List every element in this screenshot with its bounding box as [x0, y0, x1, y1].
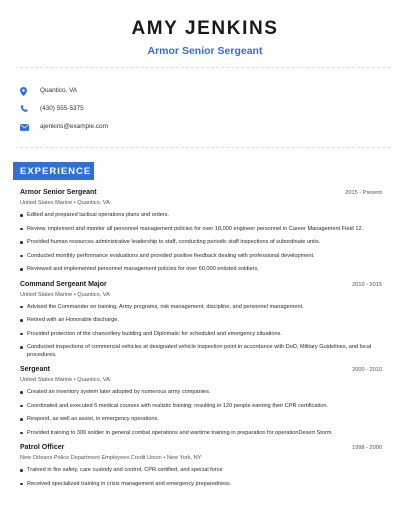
- job-bullet: Provided training to 300 soldier in general combat operations and wartime training in preparation for operationDesert Storm.: [20, 430, 382, 438]
- contact-location: [20, 82, 390, 100]
- email-icon: [20, 120, 34, 134]
- contact-email-text: ajenkins@example.com: [40, 123, 108, 130]
- job-dates: 2010 - 2015: [352, 281, 382, 288]
- job-bullet: Conducted inspections of commercial vehicles at designated vehicle inspection point in accordance with DoD, Military Guidelines, and local procedures.: [20, 344, 382, 359]
- job-bullet: Received specialized training in crisis management and emergency preparedness.: [20, 481, 382, 489]
- job-bullet: Edited and prepared tactical operations plans and orders.: [20, 212, 382, 220]
- resume-header: [0, 0, 410, 58]
- job-dates: 2015 - Present: [345, 190, 382, 196]
- contact-phone-text: (430) 555-5375: [40, 105, 84, 112]
- job-dates: 1998 - 2000: [352, 445, 382, 451]
- job-role: Patrol Officer: [20, 444, 65, 451]
- job-entry: [20, 443, 382, 488]
- job-bullet: Conducted monthly performance evaluations and provided positive feedback dealing with professional development.: [20, 253, 382, 261]
- contact-location-text: Quantico, VA: [40, 87, 78, 94]
- contact-email: [20, 118, 390, 136]
- job-bullet: Retired with an Honorable discharge.: [20, 317, 382, 325]
- job-role: Armor Senior Sergeant: [20, 189, 97, 196]
- phone-icon: [20, 102, 34, 116]
- contact-list: [20, 82, 390, 136]
- job-bullet: Reviewed and implemented personnel management policies for over 60,000 enlisted soldiers.: [20, 266, 382, 274]
- job-bullets: [20, 212, 382, 274]
- experience-heading: EXPERIENCE: [13, 162, 94, 180]
- job-entry: [20, 365, 382, 437]
- job-dates: 2000 - 2010: [352, 367, 382, 373]
- job-organization: United States Marine • Quantico, VA: [20, 377, 110, 383]
- contact-phone: [20, 100, 390, 118]
- job-organization: United States Marine • Quantico, VA: [20, 291, 110, 298]
- job-bullet: Created an inventory system later adopted by numerous army companies.: [20, 389, 382, 397]
- location-pin-icon: [20, 84, 34, 98]
- job-role: Command Sergeant Major: [20, 280, 107, 288]
- job-bullets: [20, 467, 382, 488]
- job-bullet: Review, implement and monitor all personnel management policies for over 18,000 engineer personnel in Career Management Field 12.: [20, 226, 382, 234]
- job-organization: New Orleans Police Department Employees Credit Union • New York, NY: [20, 455, 202, 461]
- experience-list: [20, 188, 382, 494]
- header-divider: [20, 67, 390, 68]
- job-organization: United States Marine • Quantico, VA: [20, 200, 110, 206]
- job-entry: [20, 280, 382, 360]
- candidate-name: AMY JENKINS: [131, 18, 279, 39]
- job-bullet: Trained in fire safety, care custody and control, CPR certified, and special force: [20, 467, 382, 475]
- candidate-title: Armor Senior Sergeant: [147, 45, 263, 57]
- job-bullet: Provided human resources administrative leadership to staff, conducting periodic staff inspections of subordinate units.: [20, 239, 382, 247]
- job-bullet: Coordinated and executed 6 medical courses with realistic training; resulting in 120 people earning their CPR certification.: [20, 403, 382, 411]
- job-bullet: Advised the Commander on training, Army programs, risk management, discipline, and personnel management.: [20, 304, 382, 312]
- contact-divider: [20, 147, 390, 148]
- job-bullet: Respond, as well as assist, in emergency operations.: [20, 416, 382, 424]
- job-bullets: [20, 389, 382, 437]
- job-bullets: [20, 304, 382, 360]
- job-entry: [20, 188, 382, 274]
- job-role: Sergeant: [20, 366, 50, 373]
- job-bullet: Provided protection of the chancellery building and Diplomatic for scheduled and emergency situations.: [20, 331, 382, 339]
